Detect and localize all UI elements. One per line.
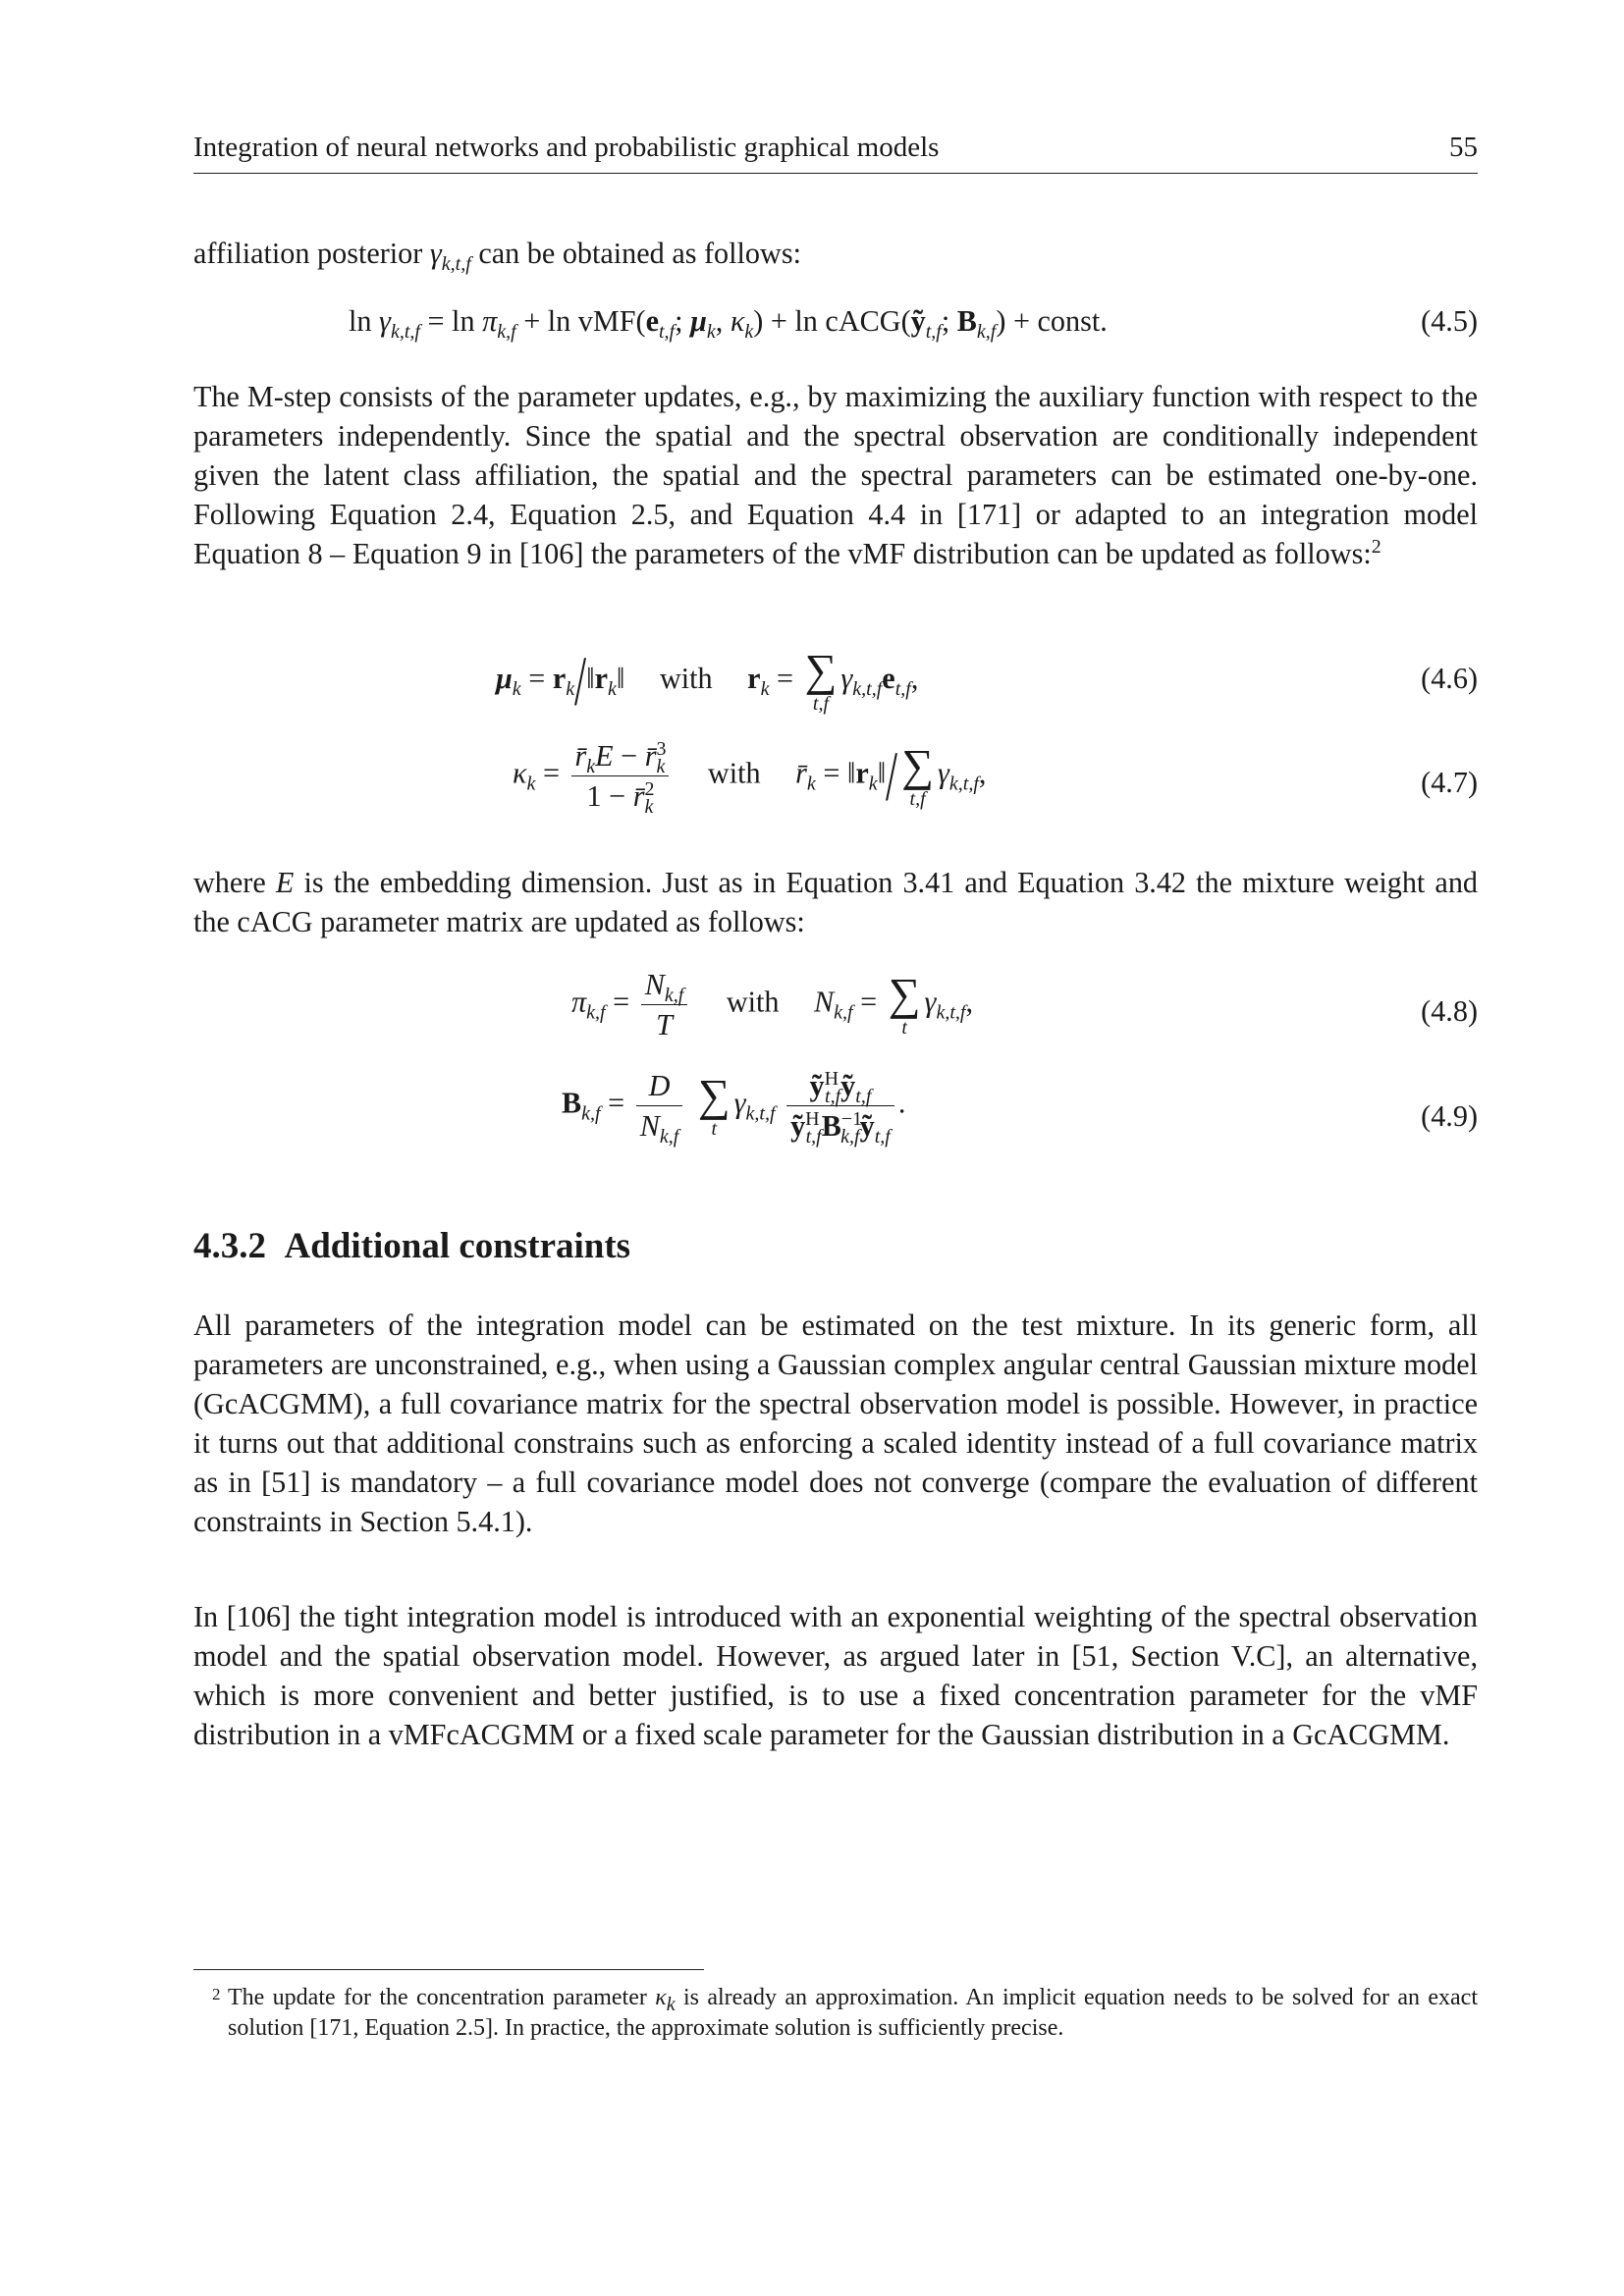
- mstep-paragraph: The M-step consists of the parameter updates, e.g., by maximizing the auxiliary function with respect to the parameters independently. Since the spatial and the spectral observation are conditionally independent given the latent class affiliation, the spatial and the spectral parameters can be estimated one-by-one. Following Equation 2.4, Equation 2.5, and Equation 4.4 in [171] or adapted to an integration model Equation 8 – Equation 9 in [106] the parameters of the vMF distribution can be updated as follows:$^2$: [193, 380, 1478, 570]
- section-number: 4.3.2: [193, 1226, 266, 1266]
- equation-4-6: [193, 642, 1478, 726]
- equation-4-9: [193, 1068, 1478, 1176]
- section-title: Additional constraints: [284, 1226, 631, 1266]
- equation-4-8-body: $\pi_{k,f}$ = $\frac{N_{k,f}}{T}$ with $N_{k,f}$ = ∑ t $\gamma_{k,t,f}$,: [571, 968, 973, 1041]
- equation-4-5: [193, 300, 1478, 359]
- running-header: [193, 130, 1478, 174]
- equation-4-7-with: with: [707, 756, 761, 790]
- equation-4-7-body: $\kappa_k$ = $\frac{r̄_kE - r̄^3_k}{1 - r̄^2_k}$ with $r̄_k$ = $‖r_k‖/$ ∑ t,f $\gamma_{k,t,f}$,: [513, 736, 987, 819]
- footnote: 2 The update for the concentration parameter $\kappa_k$ is already an approximation. An implicit equation needs to be solved for an exact solution [171, Equation 2.5]. In practice, the approximate solution is sufficiently precise.: [228, 1983, 1478, 2044]
- equation-4-6-number: (4.6): [1421, 662, 1478, 695]
- equation-4-8-with: with: [726, 985, 780, 1019]
- equation-4-7-number: (4.7): [1421, 766, 1478, 799]
- equation-4-5-body: $\ln \gamma_{k,t,f} = \ln \pi_{k,f} + \ln vMF(e_{t,f}$; $\mu_k$, $\kappa_k) + \ln$ cACG(ỹ$_{t,f}$; $B_{k,f}$) + const.: [349, 304, 1108, 344]
- equation-4-8-number: (4.8): [1421, 994, 1478, 1028]
- embedding-paragraph: where E is the embedding dimension. Just as in Equation 3.41 and Equation 3.42 the mixture weight and the cACG parameter matrix are updated as follows:: [193, 866, 1479, 938]
- footnote-number: 2: [212, 1985, 221, 2003]
- constraints-paragraph-2: In [106] the tight integration model is introduced with an exponential weighting of the spectral observation model and the spatial observation model. However, as argued later in [51, Section V.C], an alternative, which is more convenient and better justified, is to use a fixed concentration parameter for the vMF distribution in a vMFcACGMM or a fixed scale parameter for the Gaussian distribution in a GcACGMM.: [193, 1600, 1478, 1751]
- footnote-rule: [193, 1969, 704, 1970]
- equation-4-8: [193, 967, 1478, 1065]
- equation-4-6-body: $\mu_k$ = $r_k/‖r_k‖$ with $r_k$ = ∑ t,f $\gamma_{k,t,f}e_{t,f}$,: [496, 642, 919, 721]
- intro-line: affiliation posterior $\gamma_{k,t,f}$ can be obtained as follows:: [193, 237, 801, 276]
- footnote-marker: 2: [1371, 535, 1381, 558]
- constraints-paragraph-1: All parameters of the integration model can be estimated on the test mixture. In its generic form, all parameters are unconstrained, e.g., when using a Gaussian complex angular central Gaussian mixture model (GcACGMM), a full covariance matrix for the spectral observation model is possible. However, in practice it turns out that additional constrains such as enforcing a scaled identity instead of a full covariance matrix as in [51] is mandatory – a full covariance model does not converge (compare the evaluation of different constraints in Section 5.4.1).: [193, 1308, 1478, 1538]
- equation-4-9-body: $B_{k,f}$ = $\frac{D}{N_{k,f}}$ ∑ t $\gamma_{k,t,f}$ $\frac{ỹ^H_{t,f}ỹ_{t,f}}{ỹ^H_{t,f}B^{-1}_{k,f}ỹ_{t,f}}$ .: [562, 1067, 906, 1148]
- equation-4-6-with: with: [659, 661, 713, 695]
- header-title: Integration of neural networks and probabilistic graphical models: [193, 132, 940, 163]
- equation-4-5-number: (4.5): [1421, 304, 1478, 338]
- equation-4-9-number: (4.9): [1421, 1099, 1478, 1133]
- page-number: 55: [1449, 132, 1478, 163]
- section-heading: [193, 1225, 630, 1267]
- equation-4-7: [193, 738, 1478, 836]
